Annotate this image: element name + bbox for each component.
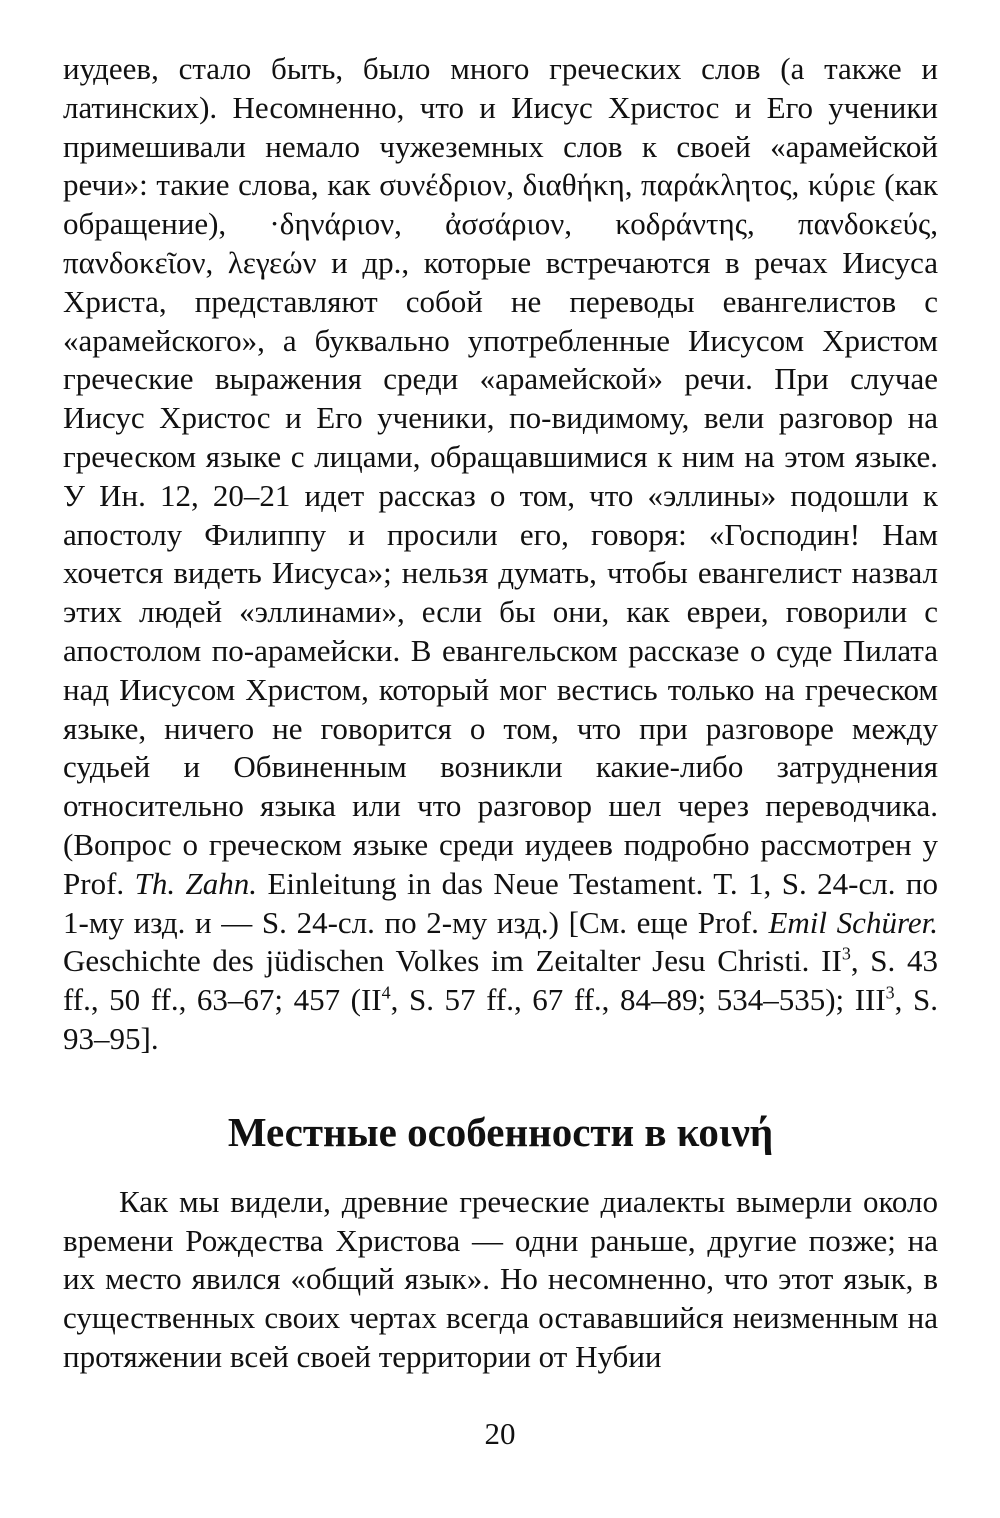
author-zahn: Th. Zahn. xyxy=(134,865,257,901)
page-body xyxy=(63,50,938,1377)
superscript-edition-3: 3 xyxy=(885,982,895,1003)
superscript-edition-2: 4 xyxy=(381,982,391,1003)
section-heading: Местные особенности в κοινή xyxy=(227,1108,774,1155)
body-paragraph-2: Как мы видели, древние греческие диалекты вымерли около времени Рождества Христова — одни раньше, другие позже; на их место явился «общий язык». Но несомненно, что этот язык, в существенных своих чертах всегда остававшийся неизменным на протяжении всей своей территории от Нубии xyxy=(63,1183,938,1374)
superscript-edition-1: 3 xyxy=(841,944,851,964)
author-schurer: Emil Schürer. xyxy=(768,904,938,940)
page-number: 20 xyxy=(484,1416,516,1451)
paragraph-1-text-f: , S. 93–95]. xyxy=(63,982,938,1056)
paragraph-1-text-d: , S. 43 ff., 50 ff., 63–67; 457 (II xyxy=(63,943,939,1018)
paragraph-1-text-b: Einleitung in das Neue Testament. T. 1, S. 24-сл. по 1-му изд. и — S. 24-сл. по 2-му изд.) [См. еще Prof. xyxy=(63,865,938,940)
body-paragraph-1 xyxy=(63,50,938,1059)
paragraph-1-text-a: иудеев, стало быть, было много греческих слов (а также и латинских). Несомненно, что и Иисус Христос и Его ученики примешивали немало чужеземных слов к своей «арамейской речи»: такие слова, как συνέδριον, διαθήκη, παράκλητος, κύριε (как обращение), ·δηνάριον, ἀσσάριον, κοδράντης, πανδοκεύς, πανδοκεῖον, λεγεών и др., которые встречаются в речах Иисуса Христа, представляют собой не переводы евангелистов с «арамейского», а буквально употребленные Иисусом Христом греческие выражения среди «арамейской» речи. При случае Иисус Христос и Его ученики, по-видимому, вели разговор на греческом языке с лицами, обращавшимися к ним на этом языке. У Ин. 12, 20–21 идет рассказ о том, что «эллины» подошли к апостолу Филиппу и просили его, говоря: «Господин! Нам хочется видеть Иисуса»; нельзя думать, чтобы евангелист назвал этих людей «эллинами», если бы они, как евреи, говорили с апостолом по-арамейски. В евангельском рассказе о суде Пилата над Иисусом Христом, который мог вестись только на греческом языке, ничего не говорится о том, что при разговоре между судьей и Обвиненным возникли какие-либо затруднения относительно языка или что разговор шел через переводчика. (Вопрос о греческом языке среди иудеев подробно рассмотрен у Prof. xyxy=(63,51,938,901)
paragraph-1-text-c: Geschichte des jüdischen Volkes im Zeitalter Jesu Christi. II xyxy=(63,943,842,979)
paragraph-1-text-e: , S. 57 ff., 67 ff., 84–89; 534–535); III xyxy=(390,982,886,1018)
